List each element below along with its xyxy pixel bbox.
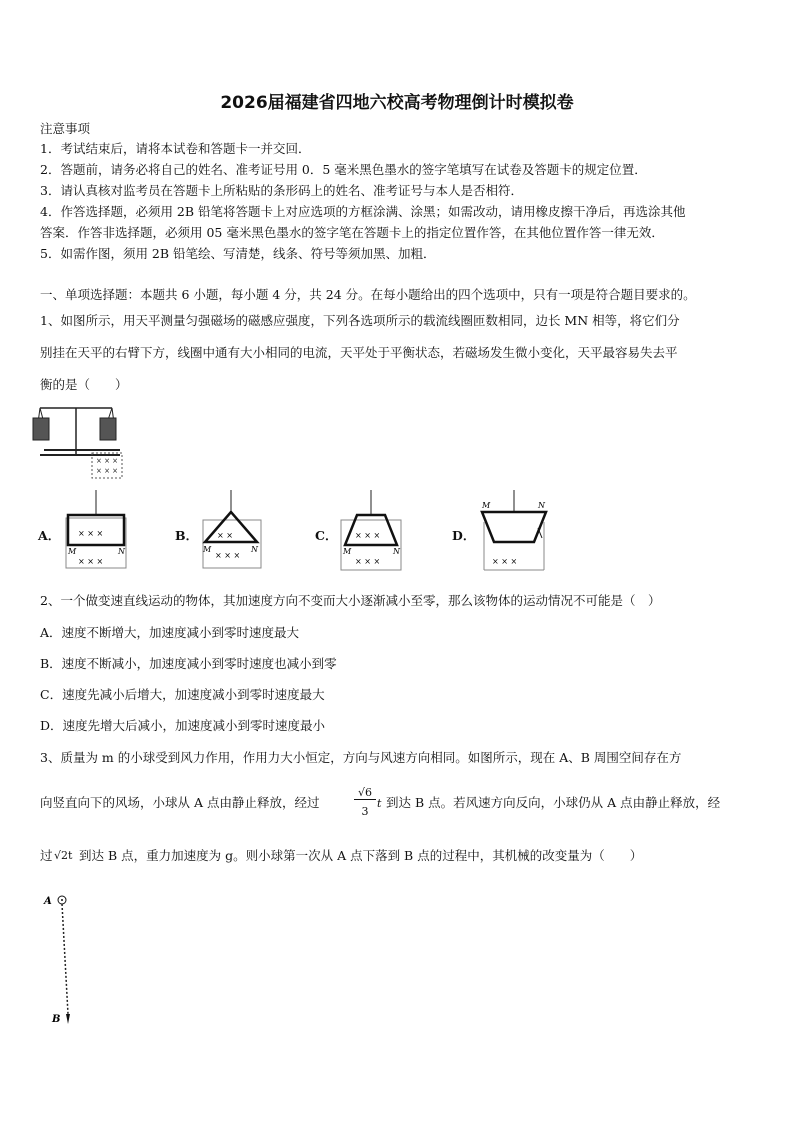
question-3-text: 3、质量为 m 的小球受到风力作用，作用力大小恒定，方向与风速方向相同。如图所示，现在 A、B 周围空间存在方 <box>40 750 682 765</box>
point-b-label: B <box>52 1014 61 1025</box>
fraction-numerator: √6 <box>354 786 376 800</box>
option-a-label: A． <box>38 528 61 543</box>
question-2-text: 2、一个做变速直线运动的物体，其加速度方向不变而大小逐渐减小至零，那么该物体的运动情况不可能是（ ） <box>40 593 661 608</box>
svg-text:M: M <box>482 501 491 510</box>
section-heading: 一、单项选择题：本题共 6 小题，每小题 4 分，共 24 分。在每小题给出的四个选项中，只有一项是符合题目要求的。 <box>40 287 696 302</box>
question-2-option: B．速度不断减小，加速度减小到零时速度也减小到零 <box>40 656 337 671</box>
question-3-text: 到达 B 点。若风速方向反向，小球仍从 A 点由静止释放，经 <box>386 795 721 810</box>
option-b-figure <box>195 490 285 580</box>
fraction-denominator: 3 <box>361 805 369 818</box>
option-d-label: D． <box>452 528 476 543</box>
option-b-label: B． <box>175 528 199 543</box>
svg-text:N: N <box>393 547 400 556</box>
svg-text:× × ×: × × × <box>78 557 104 566</box>
sqrt-expression: √2t <box>54 849 73 862</box>
svg-text:M: M <box>203 545 212 554</box>
notice-item: 1．考试结束后，请将本试卷和答题卡一并交回． <box>40 141 311 156</box>
notice-item: 2．答题前，请务必将自己的姓名、准考证号用 0．5 毫米黑色墨水的签字笔填写在试卷及答题卡的规定位置． <box>40 162 647 177</box>
question-1-text: 衡的是（ ） <box>40 377 128 392</box>
balance-figure <box>30 400 160 480</box>
point-a-label: A <box>44 896 52 907</box>
svg-text:× × ×: × × × <box>96 467 119 475</box>
option-c-figure <box>335 490 425 580</box>
svg-text:× × ×: × × × <box>492 557 518 566</box>
option-a-figure <box>60 490 150 580</box>
svg-text:N: N <box>251 545 258 554</box>
notice-item: 4．作答选择题，必须用 2B 铅笔将答题卡上对应选项的方框涂满、涂黑；如需改动，请用橡皮擦干净后，再选涂其他 <box>40 204 686 219</box>
notice-item: 答案．作答非选择题，必须用 05 毫米黑色墨水的签字笔在答题卡上的指定位置作答，在其他位置作答一律无效． <box>40 225 664 240</box>
question-3-text: 到达 B 点，重力加速度为 g。则小球第一次从 A 点下落到 B 点的过程中，其机械的改变量为（ ） <box>79 848 643 863</box>
svg-text:× × ×: × × × <box>96 457 119 465</box>
notice-item: 3．请认真核对监考员在答题卡上所粘贴的条形码上的姓名、准考证号与本人是否相符． <box>40 183 523 198</box>
option-c-label: C． <box>315 528 338 543</box>
svg-text:× × ×: × × × <box>215 551 241 560</box>
svg-text:N: N <box>118 547 125 556</box>
svg-text:N: N <box>538 501 545 510</box>
question-2-option: C．速度先减小后增大，加速度减小到零时速度最大 <box>40 687 325 702</box>
question-3-text: 过 <box>40 848 53 863</box>
notice-heading: 注意事项 <box>40 121 91 136</box>
wind-field-figure <box>42 890 102 1030</box>
question-2-option: D．速度先增大后减小，加速度减小到零时速度最小 <box>40 718 326 733</box>
notice-item: 5．如需作图，须用 2B 铅笔绘、写清楚，线条、符号等须加黑、加粗． <box>40 246 436 261</box>
question-1-text: 1、如图所示，用天平测量匀强磁场的磁感应强度，下列各选项所示的载流线圈匝数相同，边长 MN 相等，将它们分 <box>40 313 680 328</box>
question-3-text: 向竖直向下的风场，小球从 A 点由静止释放，经过 <box>40 795 320 810</box>
svg-text:× ×: × × <box>217 531 233 540</box>
svg-text:× × ×: × × × <box>355 557 381 566</box>
fraction-variable: t <box>377 797 382 810</box>
question-2-option: A．速度不断增大，加速度减小到零时速度最大 <box>40 625 300 640</box>
page-title: 2026届福建省四地六校高考物理倒计时模拟卷 <box>220 93 574 113</box>
svg-text:M: M <box>68 547 77 556</box>
option-d-figure <box>478 490 568 580</box>
question-1-text: 别挂在天平的右臂下方，线圈中通有大小相同的电流，天平处于平衡状态，若磁场发生微小变化，天平最容易失去平 <box>40 345 678 360</box>
svg-text:× × ×: × × × <box>78 529 104 538</box>
svg-text:M: M <box>343 547 352 556</box>
svg-text:× × ×: × × × <box>355 531 381 540</box>
